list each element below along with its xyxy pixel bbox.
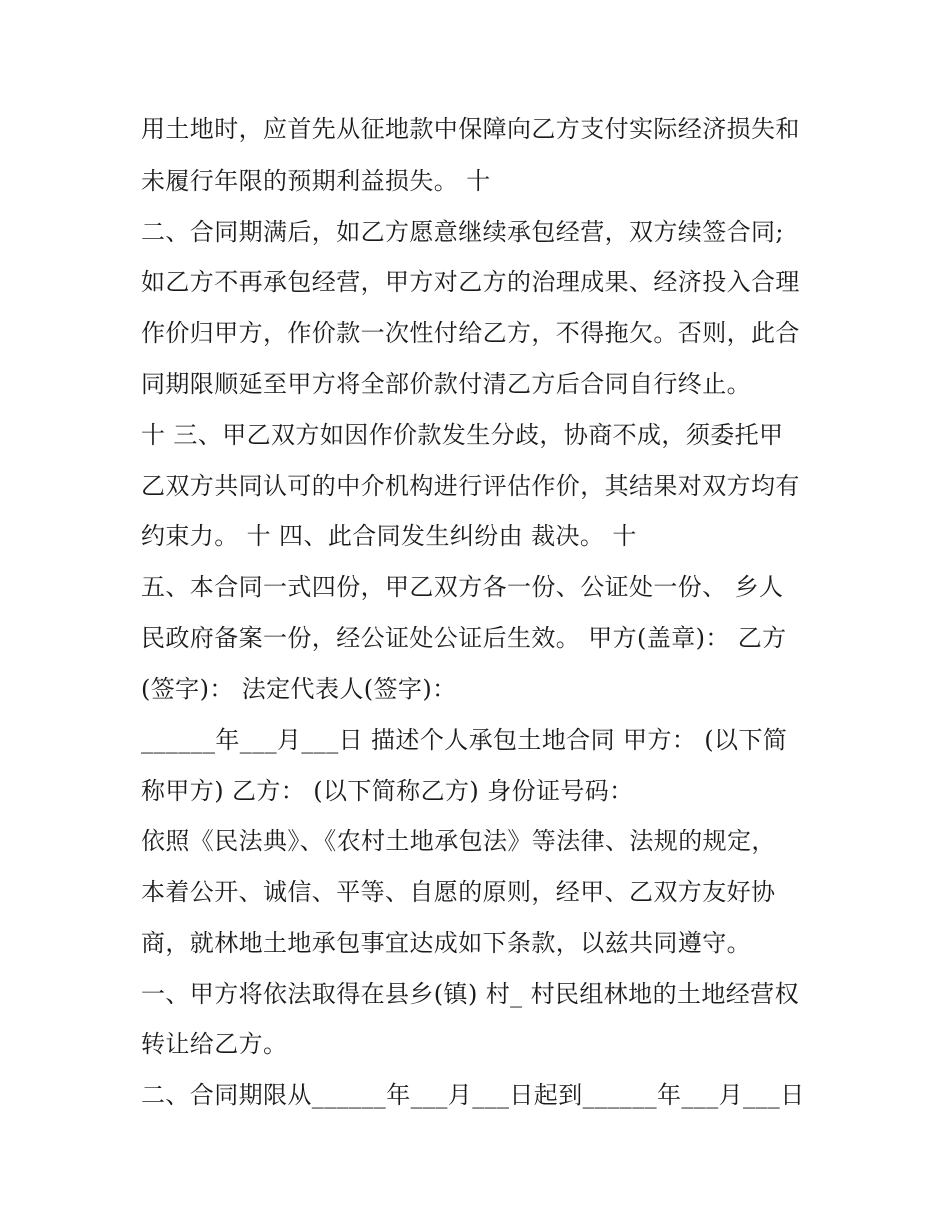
text-line: ______年___月___日 描述个人承包土地合同 甲方： (以下简: [141, 726, 788, 754]
text-line: 民政府备案一份，经公证处公证后生效。 甲方(盖章)： 乙方: [141, 624, 787, 652]
text-line: 五、本合同一式四份，甲乙双方各一份、公证处一份、 乡人: [141, 573, 784, 601]
text-line: 作价归甲方，作价款一次性付给乙方，不得拖欠。否则，此合: [141, 319, 800, 347]
text-line: (签字)： 法定代表人(签字)：: [141, 675, 457, 703]
text-line: 如乙方不再承包经营，甲方对乙方的治理成果、经济投入合理: [141, 268, 800, 296]
text-line: 商，就林地土地承包事宜达成如下条款，以兹共同遵守。: [141, 929, 751, 957]
text-line: 二、合同期限从______年___月___日起到______年___月___日: [141, 1081, 805, 1109]
text-line: 用土地时，应首先从征地款中保障向乙方支付实际经济损失和: [141, 115, 800, 143]
text-line: 乙双方共同认可的中介机构进行评估作价，其结果对双方均有: [141, 472, 800, 500]
text-line: 一、甲方将依法取得在县乡(镇) 村_ 村民组林地的土地经营权: [141, 980, 799, 1008]
text-line: 同期限顺延至甲方将全部价款付清乙方后合同自行终止。: [141, 370, 751, 398]
text-line: 十 三、甲乙双方如因作价款发生分歧，协商不成，须委托甲: [141, 421, 784, 449]
text-line: 依照《民法典》、《农村土地承包法》等法律、法规的规定，: [141, 827, 776, 855]
text-line: 未履行年限的预期利益损失。 十: [141, 167, 491, 195]
text-line: 本着公开、诚信、平等、自愿的原则，经甲、乙双方友好协: [141, 878, 776, 906]
text-line: 二、合同期满后，如乙方愿意继续承包经营，双方续签合同;: [141, 218, 784, 246]
text-line: 转让给乙方。: [141, 1030, 288, 1058]
text-line: 约束力。 十 四、此合同发生纠纷由 裁决。 十: [141, 522, 637, 550]
text-line: 称甲方) 乙方： (以下简称乙方) 身份证号码：: [141, 777, 634, 805]
